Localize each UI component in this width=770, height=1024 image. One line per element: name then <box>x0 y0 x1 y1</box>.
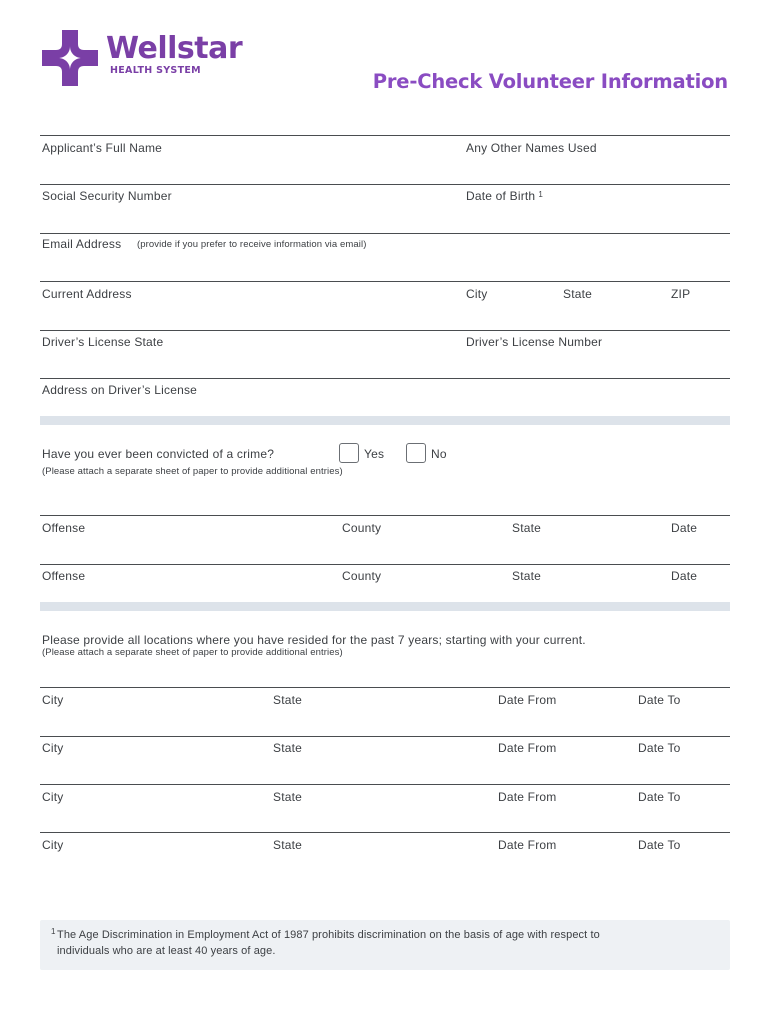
residence-state-field[interactable]: State <box>273 693 303 707</box>
dl-state-field[interactable]: Driver’s License State <box>42 335 164 349</box>
section-divider <box>40 602 730 611</box>
other-names-field[interactable]: Any Other Names Used <box>466 141 597 155</box>
field-rule <box>40 233 730 234</box>
email-field[interactable]: Email Address <box>42 237 122 251</box>
date-from-field[interactable]: Date From <box>498 838 557 852</box>
date-from-field[interactable]: Date From <box>498 790 557 804</box>
date-from-field[interactable]: Date From <box>498 693 557 707</box>
logo-tagline: HEALTH SYSTEM <box>110 65 201 76</box>
offense-date-field[interactable]: Date <box>671 569 698 583</box>
ssn-field[interactable]: Social Security Number <box>42 189 172 203</box>
field-rule <box>40 515 730 516</box>
field-rule <box>40 281 730 282</box>
field-rule <box>40 564 730 565</box>
residence-state-field[interactable]: State <box>273 790 303 804</box>
date-to-field[interactable]: Date To <box>638 693 681 707</box>
dl-number-field[interactable]: Driver’s License Number <box>466 335 603 349</box>
yes-label: Yes <box>364 447 385 461</box>
field-rule <box>40 736 730 737</box>
logo-wordmark: Wellstar <box>106 31 243 66</box>
section-divider <box>40 416 730 425</box>
current-address-field[interactable]: Current Address <box>42 287 132 301</box>
field-rule <box>40 184 730 185</box>
field-rule <box>40 832 730 833</box>
residence-attach-note: (Please attach a separate sheet of paper to provide additional entries) <box>42 647 343 658</box>
offense-state-field[interactable]: State <box>512 569 542 583</box>
residence-instruction: Please provide all locations where you have resided for the past 7 years; starting with your current. <box>42 633 586 647</box>
state-field[interactable]: State <box>563 287 593 301</box>
offense-date-field[interactable]: Date <box>671 521 698 535</box>
residence-city-field[interactable]: City <box>42 741 64 755</box>
full-name-field[interactable]: Applicant’s Full Name <box>42 141 163 155</box>
residence-city-field[interactable]: City <box>42 693 64 707</box>
footnote-number: 1 <box>51 927 56 936</box>
document-title: Pre-Check Volunteer Information <box>372 70 728 93</box>
dob-field[interactable] <box>466 189 543 203</box>
footnote-line-2: individuals who are at least 40 years of age. <box>57 945 276 957</box>
conviction-question: Have you ever been convicted of a crime? <box>42 447 275 461</box>
dob-label: Date of Birth <box>466 189 536 203</box>
date-to-field[interactable]: Date To <box>638 741 681 755</box>
residence-state-field[interactable]: State <box>273 838 303 852</box>
residence-city-field[interactable]: City <box>42 838 64 852</box>
field-rule <box>40 784 730 785</box>
email-note: (provide if you prefer to receive information via email) <box>137 239 367 250</box>
date-to-field[interactable]: Date To <box>638 838 681 852</box>
dl-address-field[interactable]: Address on Driver’s License <box>42 383 198 397</box>
county-field[interactable]: County <box>342 569 382 583</box>
offense-field[interactable]: Offense <box>42 569 86 583</box>
date-to-field[interactable]: Date To <box>638 790 681 804</box>
county-field[interactable]: County <box>342 521 382 535</box>
residence-city-field[interactable]: City <box>42 790 64 804</box>
city-field[interactable]: City <box>466 287 488 301</box>
field-rule <box>40 330 730 331</box>
yes-checkbox[interactable] <box>339 443 359 463</box>
field-rule <box>40 687 730 688</box>
dob-footnote-ref: 1 <box>538 190 543 199</box>
offense-state-field[interactable]: State <box>512 521 542 535</box>
field-rule <box>40 135 730 136</box>
footnote-line-1: The Age Discrimination in Employment Act of 1987 prohibits discrimination on the basis of age with respect to <box>57 929 600 941</box>
no-label: No <box>431 447 447 461</box>
residence-state-field[interactable]: State <box>273 741 303 755</box>
date-from-field[interactable]: Date From <box>498 741 557 755</box>
footnote-box <box>40 920 730 970</box>
zip-field[interactable]: ZIP <box>671 287 691 301</box>
field-rule <box>40 378 730 379</box>
offense-field[interactable]: Offense <box>42 521 86 535</box>
no-checkbox[interactable] <box>406 443 426 463</box>
wellstar-cross-mark-icon <box>40 28 100 88</box>
wellstar-logo <box>40 28 260 88</box>
conviction-attach-note: (Please attach a separate sheet of paper to provide additional entries) <box>42 466 343 477</box>
